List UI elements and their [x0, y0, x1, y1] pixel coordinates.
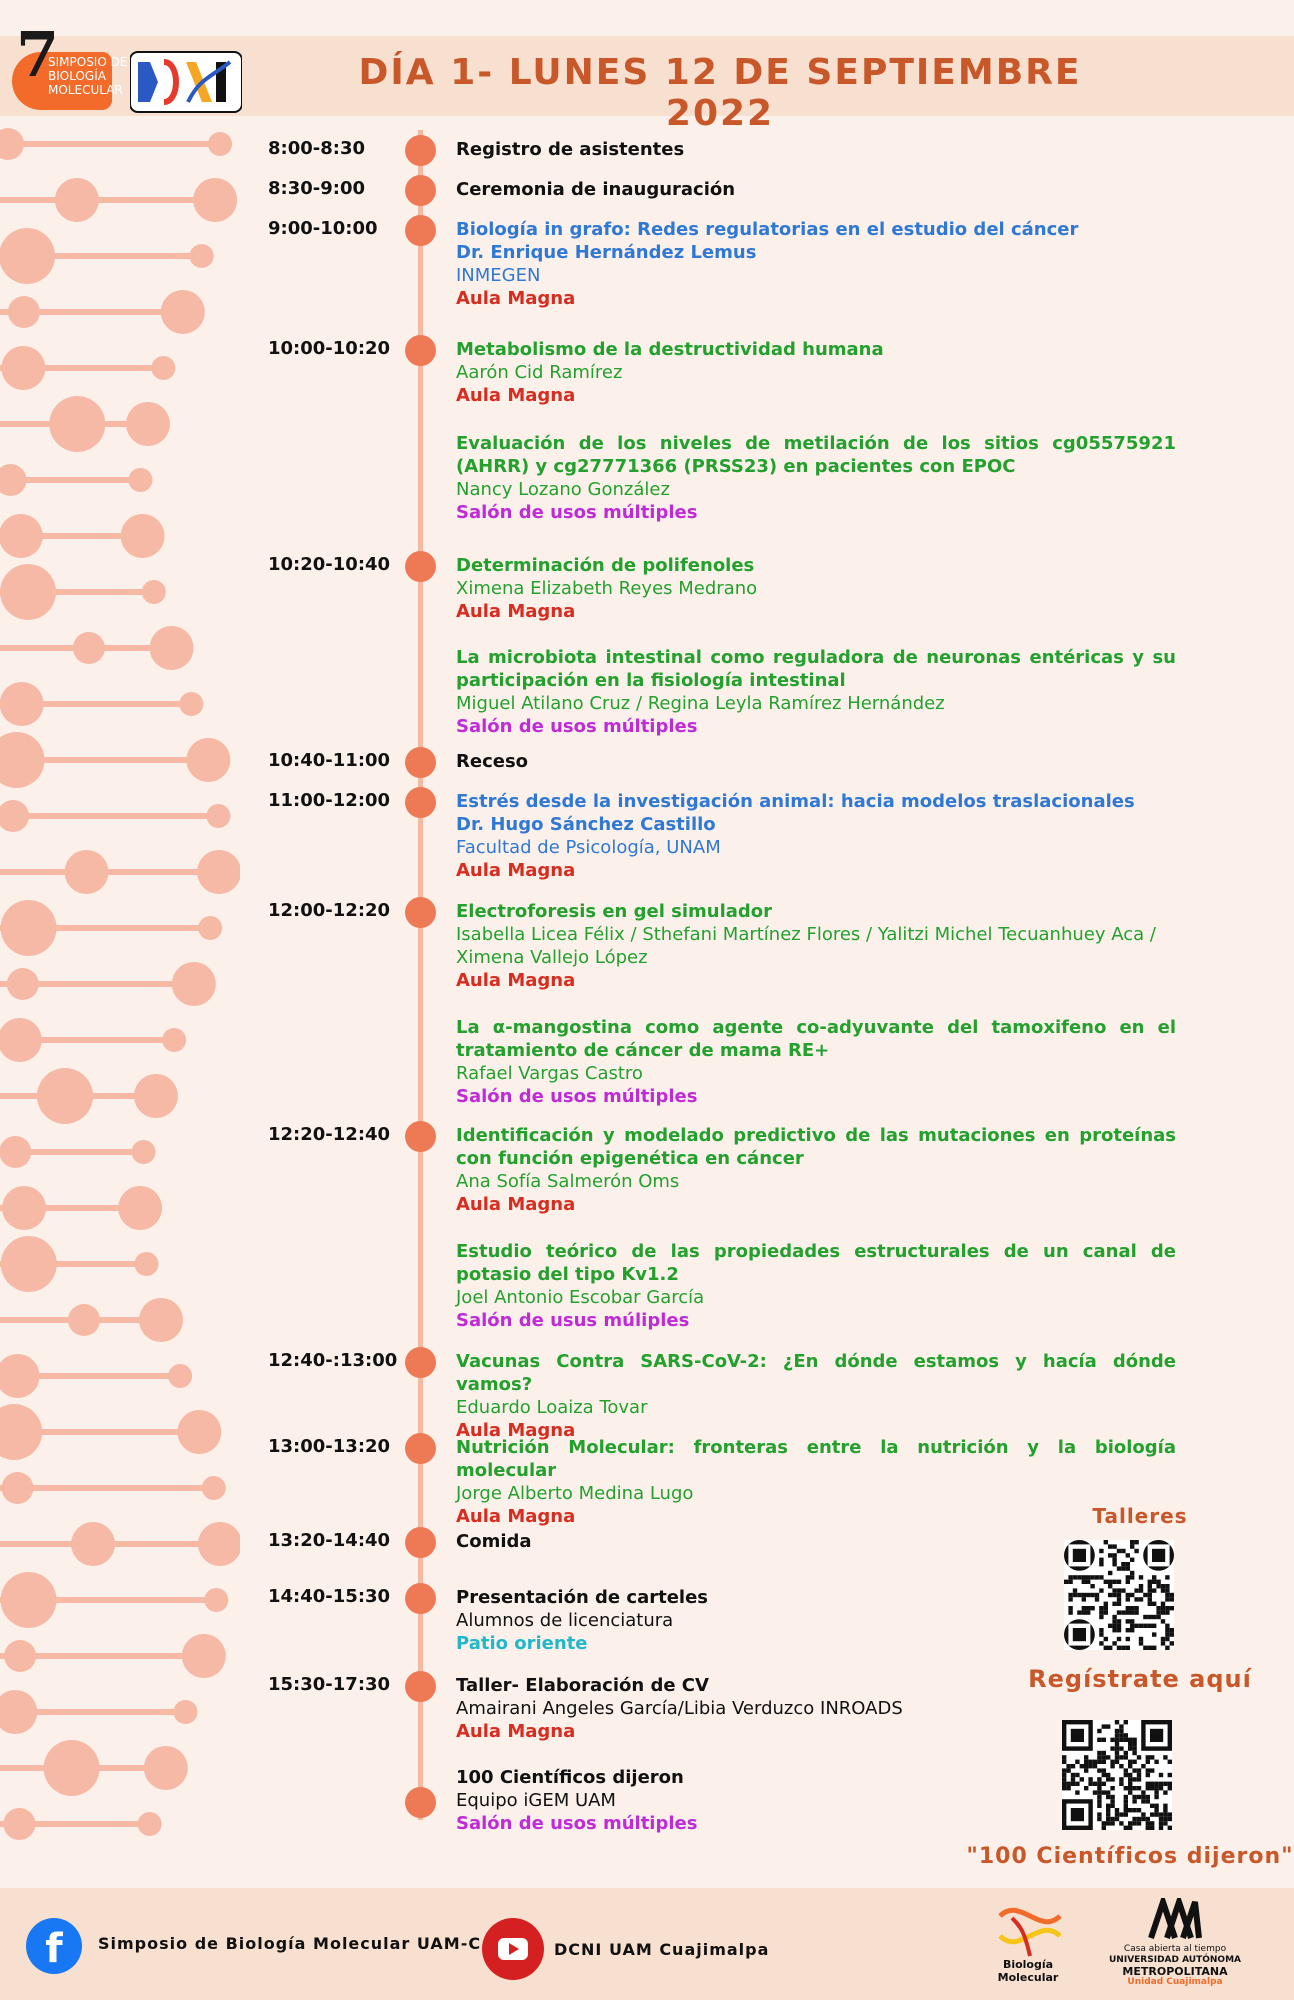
- molecule-ball: [128, 468, 152, 492]
- molecule-decoration: [0, 110, 240, 1890]
- event-item: [456, 1016, 1176, 1108]
- event-author: Jorge Alberto Medina Lugo: [456, 1483, 694, 1504]
- molecule-ball: [44, 1740, 100, 1796]
- event-title: Vacunas Contra SARS-CoV-2: ¿En dónde estamos y hacía dónde vamos?: [456, 1351, 1176, 1395]
- molecule-ball: [1, 346, 45, 390]
- molecule-ball: [197, 850, 240, 894]
- molecule-ball: [118, 1186, 162, 1230]
- molecule-ball: [0, 1018, 42, 1062]
- event-affiliation: INMEGEN: [456, 265, 541, 286]
- event-item: [456, 646, 1176, 738]
- molecule-ball: [134, 1074, 178, 1118]
- symposium-logo: [10, 18, 240, 108]
- timeline-dot: [405, 215, 436, 246]
- event-author: Rafael Vargas Castro: [456, 1063, 643, 1084]
- event-item: [456, 1240, 1176, 1332]
- molecule-ball: [208, 132, 232, 156]
- event-title: Identificación y modelado predictivo de las mutaciones en proteínas con función epigenética en cáncer: [456, 1125, 1176, 1169]
- youtube-text[interactable]: DCNI UAM Cuajimalpa: [554, 1940, 770, 1959]
- event-item: [456, 554, 1176, 623]
- biology-helix-icon: [990, 1896, 1070, 1966]
- event-title: Electroforesis en gel simulador: [456, 901, 773, 922]
- register-label: Regístrate aquí: [1028, 1665, 1252, 1693]
- molecule-ball: [134, 1252, 158, 1276]
- molecule-ball: [0, 1354, 40, 1398]
- timeline-dot: [405, 1671, 436, 1702]
- molecule-ball: [179, 692, 203, 716]
- logo1-text: Biología Molecular: [997, 1958, 1059, 1984]
- event-affiliation: Facultad de Psicología, UNAM: [456, 837, 721, 858]
- molecule-ball: [161, 290, 205, 334]
- molecule-ball: [186, 738, 230, 782]
- molecule-ball: [177, 1410, 221, 1454]
- molecule-ball: [0, 732, 44, 788]
- molecule-ball: [55, 178, 99, 222]
- event-time: 12:20-12:40: [268, 1124, 391, 1145]
- uam-logo: [1100, 1898, 1250, 1994]
- event-time: 12:00-12:20: [268, 900, 391, 921]
- event-time: 13:20-14:40: [268, 1530, 391, 1551]
- molecule-ball: [0, 514, 43, 558]
- biologia-molecular-logo: [970, 1896, 1070, 1992]
- timeline-dot: [405, 1527, 436, 1558]
- event-speaker: Dr. Enrique Hernández Lemus: [456, 242, 757, 263]
- event-room: Aula Magna: [456, 860, 576, 881]
- uam-line-4: Unidad Cuajimalpa: [1127, 1977, 1223, 1987]
- event-room: Aula Magna: [456, 1194, 576, 1215]
- event-author: Ximena Elizabeth Reyes Medrano: [456, 578, 758, 599]
- event-author: Nancy Lozano González: [456, 479, 670, 500]
- timeline-dot: [405, 747, 436, 778]
- event-author: Eduardo Loaiza Tovar: [456, 1397, 648, 1418]
- molecule-ball: [0, 228, 55, 284]
- event-time: 15:30-17:30: [268, 1674, 391, 1695]
- timeline-dot: [405, 1121, 436, 1152]
- molecule-ball: [0, 1404, 42, 1460]
- molecule-ball: [1, 1572, 57, 1628]
- event-title: Evaluación de los niveles de metilación de los sitios cg05575921 (AHRR) y cg27771366 (PRSS23) en pacientes con EPOC: [456, 433, 1176, 477]
- molecule-ball: [0, 682, 44, 726]
- event-title: Estudio teórico de las propiedades estructurales de un canal de potasio del tipo Kv1.2: [456, 1241, 1176, 1285]
- event-item: [456, 790, 1176, 882]
- event-room: Aula Magna: [456, 1506, 576, 1527]
- event-room: Salón de usus múliples: [456, 1310, 690, 1331]
- molecule-ball: [0, 800, 29, 832]
- event-author: Aarón Cid Ramírez: [456, 362, 623, 383]
- event-time: 11:00-12:00: [268, 790, 391, 811]
- event-room: Salón de usos múltiples: [456, 1813, 698, 1834]
- molecule-ball: [37, 1068, 93, 1124]
- molecule-ball: [2, 1186, 46, 1230]
- event-room: Aula Magna: [456, 970, 576, 991]
- molecule-ball: [150, 626, 194, 670]
- molecule-ball: [204, 1588, 228, 1612]
- uam-line-2: UNIVERSIDAD AUTÓNOMA: [1109, 1955, 1241, 1965]
- timeline-dot: [405, 897, 436, 928]
- molecule-ball: [173, 1700, 197, 1724]
- dna-logo-icon: [130, 48, 242, 116]
- timeline-dot: [405, 1433, 436, 1464]
- molecule-ball: [68, 1304, 100, 1336]
- molecule-ball: [198, 1522, 240, 1566]
- molecule-ball: [202, 1476, 226, 1500]
- timeline-dot: [405, 1787, 436, 1818]
- molecule-ball: [8, 296, 40, 328]
- molecule-ball: [1, 900, 57, 956]
- event-author: Ana Sofía Salmerón Oms: [456, 1171, 680, 1192]
- timeline-line: [418, 130, 423, 1820]
- event-item: [456, 432, 1176, 524]
- molecule-ball: [132, 1140, 156, 1164]
- event-time: 12:40-:13:00: [268, 1350, 398, 1371]
- molecule-ball: [0, 1690, 37, 1734]
- event-title: Ceremonia de inauguración: [456, 179, 736, 200]
- molecule-ball: [71, 1522, 115, 1566]
- event-speaker: Dr. Hugo Sánchez Castillo: [456, 814, 716, 835]
- molecule-ball: [172, 962, 216, 1006]
- event-item: [456, 750, 1176, 773]
- molecule-ball: [4, 1640, 36, 1672]
- event-room: Aula Magna: [456, 1420, 576, 1441]
- molecule-ball: [0, 1136, 31, 1168]
- event-title: Registro de asistentes: [456, 139, 685, 160]
- event-item: [456, 1124, 1176, 1216]
- molecule-ball: [126, 402, 170, 446]
- molecule-ball: [73, 632, 105, 664]
- timeline-dot: [405, 1347, 436, 1378]
- event-time: 13:00-13:20: [268, 1436, 391, 1457]
- event-title: La microbiota intestinal como reguladora de neuronas entéricas y su participación en la fisiología intestinal: [456, 647, 1176, 691]
- game-label: "100 Científicos dijeron": [966, 1844, 1294, 1869]
- molecule-ball: [139, 1298, 183, 1342]
- molecule-ball: [7, 968, 39, 1000]
- page-title: DÍA 1- LUNES 12 DE SEPTIEMBRE 2022: [358, 52, 1082, 134]
- event-room: Salón de usos múltiples: [456, 716, 698, 737]
- facebook-icon[interactable]: f: [26, 1918, 82, 1974]
- event-room: Aula Magna: [456, 385, 576, 406]
- event-author: Miguel Atilano Cruz / Regina Leyla Ramírez Hernández: [456, 693, 945, 714]
- uam-logo-text: [1100, 1944, 1250, 1988]
- event-title: Receso: [456, 751, 529, 772]
- event-item: [456, 218, 1176, 310]
- event-time: 10:20-10:40: [268, 554, 391, 575]
- event-title: Estrés desde la investigación animal: hacia modelos traslacionales: [456, 791, 1135, 812]
- youtube-icon[interactable]: [482, 1918, 544, 1980]
- molecule-ball: [0, 464, 27, 496]
- event-author: Joel Antonio Escobar García: [456, 1287, 705, 1308]
- event-room: Patio oriente: [456, 1633, 588, 1654]
- timeline-dot: [405, 335, 436, 366]
- event-title: Taller- Elaboración de CV: [456, 1675, 709, 1696]
- molecule-ball: [142, 580, 166, 604]
- molecule-ball: [138, 1812, 162, 1836]
- event-item: [456, 1350, 1176, 1442]
- event-title: Comida: [456, 1531, 532, 1552]
- event-title: Biología in grafo: Redes regulatorias en el estudio del cáncer: [456, 219, 1079, 240]
- event-room: Salón de usos múltiples: [456, 1086, 698, 1107]
- event-time: 10:40-11:00: [268, 750, 391, 771]
- talleres-qr-code[interactable]: [1064, 1540, 1174, 1650]
- molecule-ball: [1, 1472, 33, 1504]
- event-time: 8:00-8:30: [268, 138, 366, 159]
- event-title: Nutrición Molecular: fronteras entre la nutrición y la biología molecular: [456, 1437, 1176, 1481]
- event-title: Metabolismo de la destructividad humana: [456, 339, 884, 360]
- uam-line-3: METROPOLITANA: [1122, 1965, 1228, 1978]
- event-item: [456, 900, 1176, 992]
- molecule-ball: [182, 1634, 226, 1678]
- event-time: 9:00-10:00: [268, 218, 378, 239]
- timeline-dot: [405, 787, 436, 818]
- facebook-text[interactable]: Simposio de Biología Molecular UAM-C: [98, 1934, 482, 1953]
- molecule-ball: [168, 1364, 192, 1388]
- event-title: Determinación de polifenoles: [456, 555, 755, 576]
- event-item: [456, 138, 1176, 161]
- molecule-ball: [3, 1808, 35, 1840]
- event-time: 14:40-15:30: [268, 1586, 391, 1607]
- talleres-label: Talleres: [1092, 1504, 1188, 1528]
- event-item: [456, 178, 1176, 201]
- event-room: Aula Magna: [456, 288, 576, 309]
- molecule-ball: [193, 178, 237, 222]
- molecule-ball: [1, 1236, 57, 1292]
- event-title: 100 Científicos dijeron: [456, 1767, 684, 1788]
- event-author: Isabella Licea Félix / Sthefani Martínez Flores / Yalitzi Michel Tecuanhuey Aca / Ximena Vallejo López: [456, 924, 1156, 968]
- molecule-ball: [151, 356, 175, 380]
- uam-mark-icon: [1147, 1898, 1203, 1942]
- molecule-ball: [0, 564, 56, 620]
- molecule-ball: [144, 1746, 188, 1790]
- event-room: Aula Magna: [456, 1721, 576, 1742]
- event-title: Presentación de carteles: [456, 1587, 709, 1608]
- molecule-ball: [64, 850, 108, 894]
- timeline-dot: [405, 551, 436, 582]
- molecule-ball: [49, 396, 105, 452]
- logo-text: SIMPOSIO DE BIOLOGÍA MOLECULAR: [48, 55, 128, 97]
- event-room: Aula Magna: [456, 601, 576, 622]
- molecule-ball: [206, 804, 230, 828]
- event-item: [456, 338, 1176, 407]
- molecule-ball: [190, 244, 214, 268]
- event-time: 10:00-10:20: [268, 338, 391, 359]
- game-qr-code[interactable]: [1062, 1720, 1172, 1830]
- timeline-dot: [405, 175, 436, 206]
- event-author: Equipo iGEM UAM: [456, 1790, 616, 1811]
- molecule-ball: [198, 916, 222, 940]
- molecule-ball: [162, 1028, 186, 1052]
- event-author: Amairani Angeles García/Libia Verduzco INROADS: [456, 1698, 903, 1719]
- molecule-ball: [121, 514, 165, 558]
- event-author: Alumnos de licenciatura: [456, 1610, 674, 1631]
- logo-number: 7: [16, 18, 60, 91]
- molecule-ball: [0, 128, 24, 160]
- uam-line-1: Casa abierta al tiempo: [1123, 1944, 1227, 1954]
- event-time: 8:30-9:00: [268, 178, 366, 199]
- event-title: La α-mangostina como agente co-adyuvante del tamoxifeno en el tratamiento de cáncer de mama RE+: [456, 1017, 1176, 1061]
- event-room: Salón de usos múltiples: [456, 502, 698, 523]
- timeline-dot: [405, 1583, 436, 1614]
- timeline-dot: [405, 135, 436, 166]
